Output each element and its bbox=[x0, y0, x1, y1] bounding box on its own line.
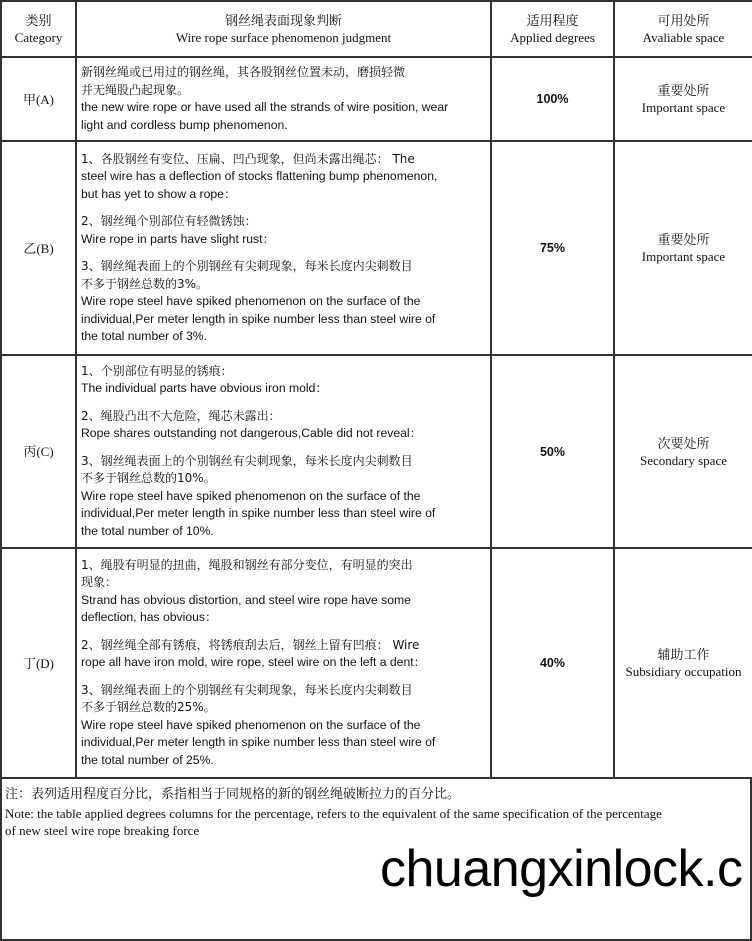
judgment-line: deflection, has obvious： bbox=[81, 610, 218, 625]
judgment-cell bbox=[76, 548, 491, 778]
judgment-line: the total number of 25%. bbox=[81, 752, 214, 767]
category-cell bbox=[1, 355, 76, 548]
judgment-paragraph bbox=[81, 637, 486, 672]
judgment-paragraph bbox=[81, 258, 486, 346]
applied-degree-value: 75% bbox=[539, 241, 566, 255]
judgment-line: 不多于钢丝总数的25%。 bbox=[81, 700, 216, 715]
judgment-cell bbox=[76, 57, 491, 141]
applied-degree-value: 50% bbox=[539, 444, 566, 459]
judgment-line: Wire rope steel have spiked phenomenon on the surface of the bbox=[81, 294, 421, 308]
judgment-line: 现象： bbox=[81, 575, 118, 590]
applied-degree-value: 40% bbox=[539, 656, 566, 670]
table-row bbox=[1, 355, 752, 548]
judgment-line: 1、个别部位有明显的锈痕： bbox=[81, 363, 233, 378]
judgment-line: steel wire has a deflection of stocks flattening bump phenomenon, bbox=[81, 169, 438, 183]
space-zh: 次要处所 bbox=[657, 435, 710, 451]
judgment-line: Rope shares outstanding not dangerous,Cable did not reveal： bbox=[81, 426, 422, 441]
applied-degree-cell bbox=[491, 355, 614, 548]
header-degree bbox=[491, 1, 614, 57]
judgment-line: 3、钢丝绳表面上的个别钢丝有尖刺现象，每米长度内尖刺数目 bbox=[81, 259, 413, 273]
category-cell bbox=[1, 57, 76, 141]
note-en-line2: of new steel wire rope breaking force bbox=[5, 823, 200, 838]
judgment-paragraph bbox=[81, 682, 486, 770]
judgment-line: individual,Per meter length in spike number less than steel wire of bbox=[81, 735, 436, 750]
space-zh: 重要处所 bbox=[657, 83, 710, 98]
space-en: Subsidiary occupation bbox=[625, 664, 742, 679]
space-en: Important space bbox=[641, 100, 726, 115]
header-degree-zh: 适用程度 bbox=[526, 13, 579, 28]
table-note bbox=[0, 779, 752, 941]
header-degree-en: Applied degrees bbox=[510, 30, 595, 45]
header-space-zh: 可用处所 bbox=[657, 13, 710, 28]
judgment-line: 1、各股钢丝有变位、压扁、凹凸现象，但尚未露出绳芯： The bbox=[81, 151, 415, 166]
applied-degree-cell bbox=[491, 57, 614, 141]
judgment-line: but has yet to show a rope： bbox=[81, 186, 237, 201]
header-row bbox=[1, 1, 752, 57]
space-cell bbox=[614, 141, 752, 355]
space-cell bbox=[614, 548, 752, 778]
judgment-line: 1、绳股有明显的扭曲，绳股和钢丝有部分变位，有明显的突出 bbox=[81, 557, 413, 572]
header-category-zh: 类别 bbox=[25, 13, 52, 28]
judgment-paragraph bbox=[81, 363, 486, 398]
judgment-line: 不多于钢丝总数的10%。 bbox=[81, 471, 216, 486]
judgment-paragraph bbox=[81, 408, 486, 443]
judgment-line: 2、钢丝绳个别部位有轻微锈蚀： bbox=[81, 214, 257, 228]
judgment-line: 并无绳股凸起现象。 bbox=[81, 82, 190, 97]
judgment-line: the total number of 3%. bbox=[81, 329, 208, 343]
judgment-line: 3、钢丝绳表面上的个别钢丝有尖刺现象，每米长度内尖刺数目 bbox=[81, 453, 413, 468]
category-label: 丁(D) bbox=[22, 655, 55, 671]
applied-degree-cell bbox=[491, 141, 614, 355]
table-row bbox=[1, 57, 752, 141]
watermark: chuangxinlock.c bbox=[380, 840, 743, 898]
category-cell bbox=[1, 548, 76, 778]
space-zh: 辅助工作 bbox=[657, 647, 710, 662]
judgment-line: 2、绳股凸出不大危险，绳芯未露出： bbox=[81, 408, 281, 423]
space-en: Secondary space bbox=[640, 452, 727, 468]
judgment-paragraph bbox=[81, 213, 486, 248]
header-judgment bbox=[76, 1, 491, 57]
judgment-line: Wire rope in parts have slight rust： bbox=[81, 231, 275, 246]
judgment-cell bbox=[76, 141, 491, 355]
space-zh: 重要处所 bbox=[657, 232, 710, 247]
judgment-line: Wire rope steel have spiked phenomenon on the surface of the bbox=[81, 488, 421, 503]
category-label: 丙(C) bbox=[23, 444, 54, 459]
judgment-paragraph bbox=[81, 64, 486, 134]
judgment-line: the total number of 10%. bbox=[81, 523, 214, 538]
judgment-line: 新钢丝绳或已用过的钢丝绳，其各股钢丝位置未动，磨损轻微 bbox=[81, 65, 406, 79]
header-space-en: Avaliable space bbox=[642, 30, 725, 45]
judgment-line: individual,Per meter length in spike number less than steel wire of bbox=[81, 506, 436, 521]
table-row bbox=[1, 548, 752, 778]
judgment-line: light and cordless bump phenomenon. bbox=[81, 117, 288, 132]
category-cell bbox=[1, 141, 76, 355]
category-label: 甲(A) bbox=[22, 91, 55, 107]
judgment-line: 2、钢丝绳全部有锈痕，将锈痕刮去后，钢丝上留有凹痕： Wire bbox=[81, 637, 420, 652]
judgment-paragraph bbox=[81, 151, 486, 204]
judgment-line: individual,Per meter length in spike number less than steel wire of bbox=[81, 311, 436, 326]
judgment-line: rope all have iron mold, wire rope, steel wire on the left a dent： bbox=[81, 655, 426, 670]
judgment-line: Strand has obvious distortion, and steel wire rope have some bbox=[81, 592, 411, 607]
judgment-paragraph bbox=[81, 557, 486, 627]
space-cell bbox=[614, 355, 752, 548]
header-category-en: Category bbox=[14, 30, 63, 45]
note-zh: 注：表列适用程度百分比，系指相当于同规格的新的钢丝绳破断拉力的百分比。 bbox=[5, 787, 461, 802]
judgment-line: Wire rope steel have spiked phenomenon on the surface of the bbox=[81, 717, 421, 732]
header-space bbox=[614, 1, 752, 57]
category-label: 乙(B) bbox=[23, 240, 54, 256]
judgment-line: 3、钢丝绳表面上的个别钢丝有尖刺现象，每米长度内尖刺数目 bbox=[81, 682, 413, 697]
judgment-line: the new wire rope or have used all the strands of wire position, wear bbox=[81, 100, 449, 114]
header-judgment-en: Wire rope surface phenomenon judgment bbox=[175, 30, 392, 45]
note-en-line1: Note: the table applied degrees columns for the percentage, refers to the equivalent of the same specification of the percentage bbox=[5, 806, 662, 821]
space-en: Important space bbox=[641, 249, 726, 264]
judgment-line: 不多于钢丝总数的3%。 bbox=[81, 276, 209, 291]
space-cell bbox=[614, 57, 752, 141]
applied-degree-cell bbox=[491, 548, 614, 778]
header-category bbox=[1, 1, 76, 57]
judgment-paragraph bbox=[81, 453, 486, 541]
applied-degree-value: 100% bbox=[536, 92, 569, 106]
judgment-cell bbox=[76, 355, 491, 548]
table-row bbox=[1, 141, 752, 355]
header-judgment-zh: 钢丝绳表面现象判断 bbox=[224, 13, 342, 28]
judgment-line: The individual parts have obvious iron mold： bbox=[81, 381, 328, 396]
